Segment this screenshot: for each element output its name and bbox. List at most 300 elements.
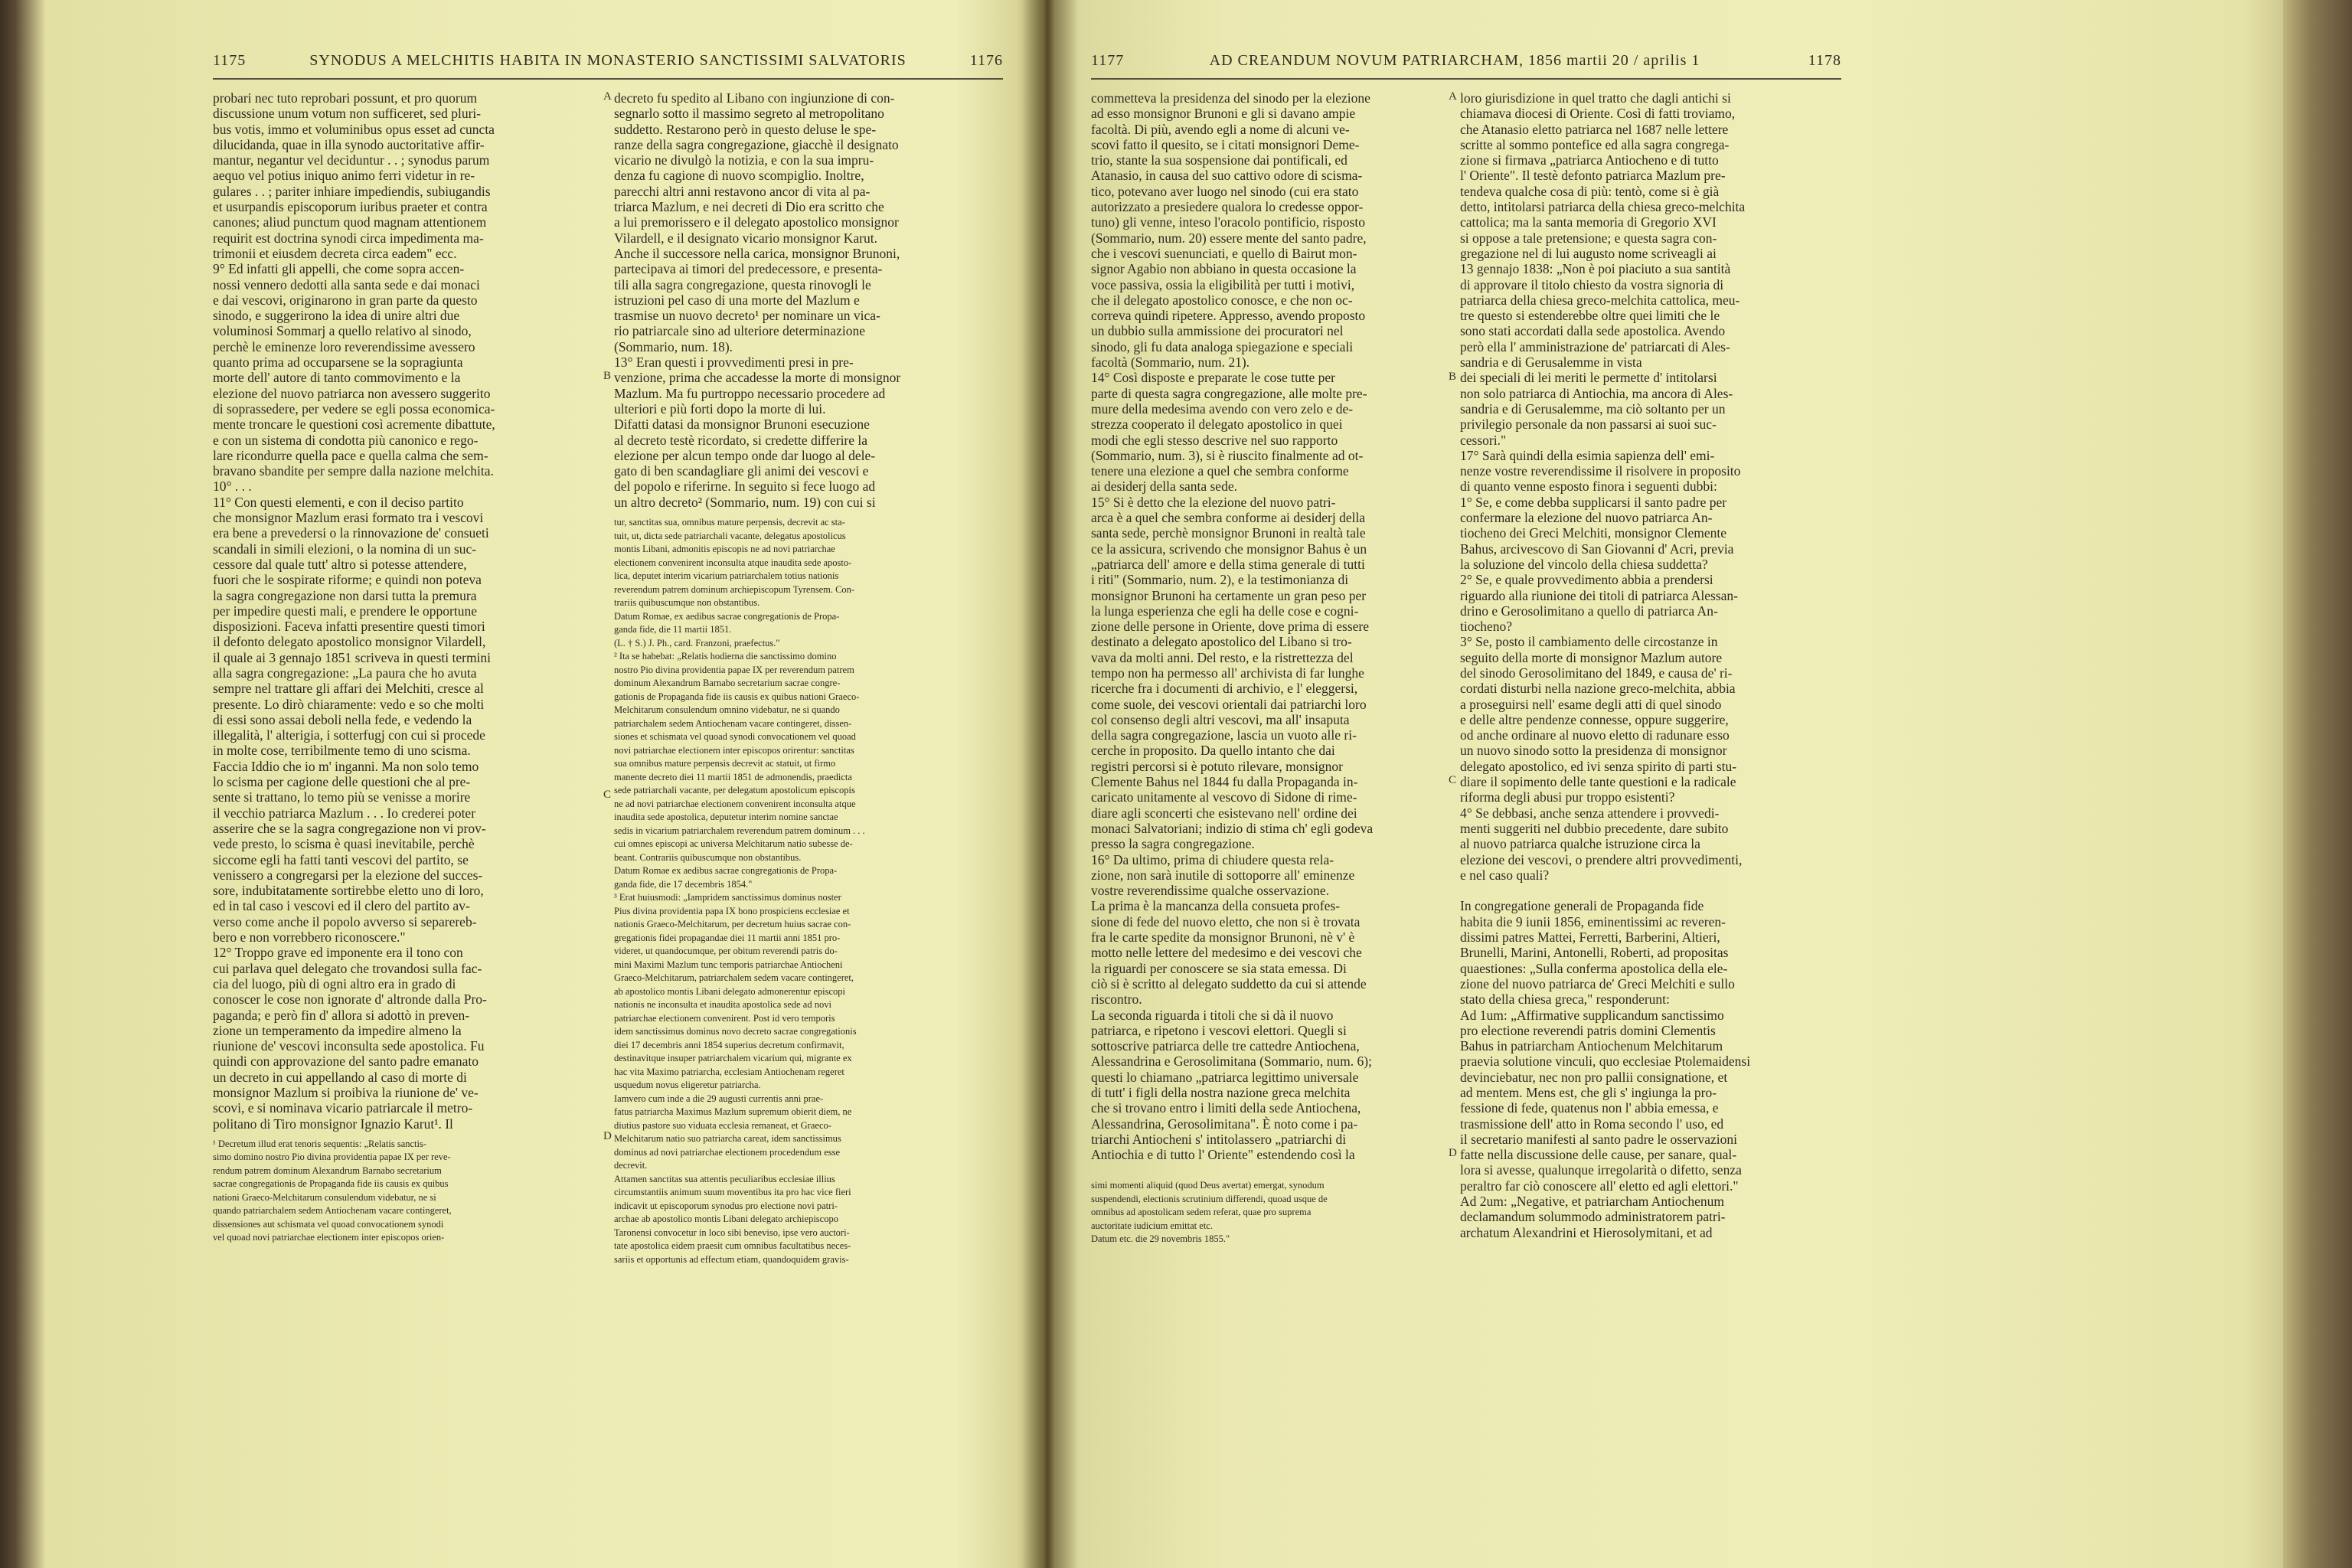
section-marker: B (1449, 371, 1457, 383)
text-line: elezione per alcun tempo onde dar luogo al dele- (614, 447, 876, 463)
footnote-line: hac vita Maximo patriarcha, ecclesiam Antiochenam regeret (614, 1066, 844, 1077)
text-line: per impedire questi mali, e prendere le opportune (213, 603, 478, 619)
text-line: era bene a prevedersi o la rinnovazione de' consueti (213, 525, 489, 541)
footnote-line: electionem convenirent inconsulta atque inaudita sede aposto- (614, 557, 852, 568)
footnote-line: cui omnes episcopi ac universa Melchitarum natio subesse de- (614, 838, 853, 850)
text-line: della sagra congregazione, lascia un vuoto alle ri- (1091, 727, 1357, 743)
text-line: Clemente Bahus nel 1844 fu dalla Propaganda in- (1091, 774, 1358, 790)
text-line: detto, intitolarsi patriarca della chiesa greco-melchita (1460, 199, 1746, 215)
text-line: in molte cose, terribilmente temo di uno scisma. (213, 743, 471, 759)
text-line: nenze vostre reverendissime il risolvere in proposito (1460, 463, 1741, 479)
text-line: 1° Se, e come debba supplicarsi il santo padre per (1460, 494, 1727, 510)
page-number: 1175 (213, 52, 247, 69)
text-line: illegalità, l' alterigia, i sotterfugj con cui si procede (213, 727, 485, 743)
text-line: aequo vel potius iniquo animo ferri videtur in re- (213, 168, 475, 184)
footnote-line: diei 17 decembris anni 1854 superius decretum confirmavit, (614, 1039, 844, 1050)
text-line: vede presto, lo scisma è quasi inevitabile, perchè (213, 836, 475, 852)
footnote-line: Datum Romae, ex aedibus sacrae congregationis de Propa- (614, 610, 840, 622)
text-line: 2° Se, e quale provvedimento abbia a prendersi (1460, 572, 1713, 588)
text-line: privilegio personale da non passarsi ai suoi suc- (1460, 416, 1717, 433)
right-page (1068, 0, 2247, 1568)
column-body (614, 90, 1003, 510)
text-line: diare agli sconcerti che esistevano nell' ordine dei (1091, 805, 1357, 821)
text-line: nossi vennero dedotti alla santa sede e dai monaci (213, 276, 480, 292)
footnote-line: (L. † S.) J. Ph., card. Franzoni, praefectus." (614, 637, 780, 648)
footnote-line: sariis et opportunis ad effectum etiam, quandoquidem gravis- (614, 1253, 849, 1265)
text-line: Atanasio, in causa del suo cattivo odore di scisma- (1091, 168, 1363, 184)
footnote-line: Graeco-Melchitarum, patriarchalem sedem vacare contingeret, (614, 972, 854, 984)
text-column (1091, 90, 1445, 1545)
text-line: che il delegato apostolico conosce, e che non oc- (1091, 292, 1353, 308)
footnote-line: ¹ Decretum illud erat tenoris sequentis: „Relatis sanctis- (213, 1138, 427, 1149)
text-line: sottoscrive patriarca delle tre cattedre Antiochena, (1091, 1038, 1360, 1054)
text-line: al decreto testè ricordato, si credette differire la (614, 432, 868, 448)
text-line: zione delle persone in Oriente, dove prima di essere (1091, 619, 1369, 635)
text-line: triarca Mazlum, e nei decreti di Dio era scritto che (614, 199, 884, 215)
text-line: un nuovo sinodo sotto la presidenza di monsignor (1460, 743, 1727, 759)
column-body (1460, 90, 1841, 1240)
text-line: delegato apostolico, ed ivi senza spirito di parti stu- (1460, 758, 1737, 774)
text-line: scritte al sommo pontefice ed alla sagra congrega- (1460, 136, 1730, 152)
text-line: arca è a quel che sembra conforme ai desiderj della (1091, 510, 1366, 526)
text-line: quaestiones: „Sulla conferma apostolica della ele- (1460, 960, 1728, 976)
text-line: strezza cooperato il delegato apostolico in quei (1091, 416, 1343, 433)
text-line: 10° . . . (213, 479, 252, 495)
column-body (213, 90, 596, 1132)
section-marker: A (603, 90, 612, 103)
footnote-line: videret, ut quandocumque, per obitum reverendi patris do- (614, 946, 838, 957)
text-line: 13 gennajo 1838: „Non è poi piaciuto a sua santità (1460, 261, 1731, 277)
text-line: scovi fatto il quesito, se i citati monsignori Deme- (1091, 136, 1360, 152)
text-line: devinciebatur, nec non pro pallii consignatione, et (1460, 1069, 1728, 1085)
text-line: di approvare il titolo chiesto da vostra signoria di (1460, 276, 1724, 292)
text-line: santa sede, perchè monsignor Brunoni in realtà tale (1091, 525, 1366, 541)
text-line: dei speciali di lei meriti le permette d' intitolarsi (1460, 370, 1717, 386)
text-line: autorizzato a presiedere qualora lo credesse oppor- (1091, 199, 1364, 215)
text-column (1460, 90, 1841, 1545)
footnote-line: quando patriarchalem sedem Antiochenam vacare contingeret, (213, 1205, 452, 1217)
text-line: loro giurisdizione in quel tratto che dagli antichi si (1460, 90, 1731, 106)
text-line: tuno) gli venne, inteso l'oracolo pontificio, risposto (1091, 214, 1365, 230)
text-line: che monsignor Mazlum erasi formato tra i vescovi (213, 510, 484, 526)
text-line: cia del luogo, più di ogni altro era in grado di (213, 975, 456, 991)
text-line: che i vescovi suenunciati, e quello di Bairut mon- (1091, 245, 1357, 261)
text-column (213, 90, 596, 1545)
section-marker: D (603, 1130, 612, 1142)
text-line: monsignor Brunoni ha certamente un gran peso per (1091, 587, 1367, 603)
text-line: i riti" (Sommario, num. 2), e la testimonianza di (1091, 572, 1349, 588)
text-line: rio patriarcale sino ad ulteriore determinazione (614, 323, 865, 339)
text-line: denza fu cagione di nuovo scompiglio. Inoltre, (614, 168, 864, 184)
text-line: zione, non sarà inutile di sottoporre all' eminenze (1091, 867, 1355, 883)
text-line: sione di fede del nuovo eletto, che non si è trovata (1091, 913, 1361, 929)
text-line: 4° Se debbasi, anche senza attendere i provvedi- (1460, 805, 1720, 821)
text-line: presso la sagra congregazione. (1091, 836, 1255, 852)
text-column (614, 90, 1003, 1545)
text-line: ai desiderj della santa sede. (1091, 479, 1237, 495)
text-line: 12° Troppo grave ed imponente era il tono con (213, 945, 463, 961)
footnote-line: patriarchalem sedem Antiochenam vacare contingeret, dissen- (614, 717, 852, 729)
text-line: registri percorsi si è potuto rilevare, monsignor (1091, 758, 1344, 774)
text-line: la soluzione del vincolo della chiesa suddetta? (1460, 556, 1708, 572)
text-line: Ad 2um: „Negative, et patriarcham Antiochenum (1460, 1194, 1725, 1210)
text-line: venissero a congregarsi per la elezione del succes- (213, 867, 483, 883)
text-line: Bahus in patriarcham Antiochenum Melchitarum (1460, 1038, 1723, 1054)
column-body (1091, 90, 1445, 1162)
text-line: discussione unum votum non sufficeret, sed pluri- (213, 106, 482, 122)
text-line: commetteva la presidenza del sinodo per la elezione (1091, 90, 1370, 106)
footnotes (213, 1138, 596, 1245)
text-line: siccome egli ha fatti tanti vescovi del partito, se (213, 851, 469, 867)
footnote-line: simi momenti aliquid (quod Deus avertat) emergat, synodum (1091, 1180, 1325, 1191)
text-line: quindi con approvazione del santo padre emanato (213, 1054, 479, 1070)
text-line: sandria e di Gerusalemme, ma ciò soltanto per un (1460, 400, 1726, 416)
text-line: La prima è la mancanza della consueta profes- (1091, 898, 1341, 914)
text-line: seguito della morte di monsignor Mazlum autore (1460, 649, 1723, 665)
text-line: stato della chiesa greca," responderunt: (1460, 991, 1670, 1008)
text-line: di soprassedere, per vedere se egli possa economica- (213, 400, 495, 416)
footnote-line: sedis in vicarium patriarchalem reverendum patrem dominum . . . (614, 825, 865, 836)
text-line: fatte nella discussione delle cause, per sanare, qual- (1460, 1147, 1737, 1163)
text-line: col consenso degli altri vescovi, ma all' insaputa (1091, 711, 1350, 727)
text-line: correva quindi ripetere. Appresso, avendo proposto (1091, 308, 1366, 324)
left-page (46, 0, 1041, 1568)
text-line: canones; aliud punctum quod magnam attentionem (213, 214, 487, 230)
text-line: disposizioni. Faceva infatti presentire questi timori (213, 619, 485, 635)
text-line: ulteriori e più forti dopo la morte di lui. (614, 400, 826, 416)
footnote-line: nationis ne inconsulta et inaudita apostolica sede ad novi (614, 999, 831, 1011)
text-line: Alessandrina, Gerosolimitana". È noto come i pa- (1091, 1116, 1358, 1132)
text-line: signor Agabio non abbiano in questa occasione la (1091, 261, 1357, 277)
text-line: istruzioni pel caso di una morte del Mazlum e (614, 292, 860, 308)
text-line: cessori." (1460, 432, 1507, 448)
text-line: sore, indubitatamente sortirebbe eletto uno di loro, (213, 883, 484, 899)
footnotes (1091, 1179, 1445, 1246)
text-line: che si trovano entro i limiti della sede Antiochena, (1091, 1100, 1361, 1116)
text-line: et usurpandis episcoporum iuribus praeter et contra (213, 199, 488, 215)
text-line: di tutt' i figli della nostra nazione greca melchita (1091, 1085, 1351, 1100)
footnote-line: diutius pastore suo viduata ecclesia remaneat, et Graeco- (614, 1119, 831, 1131)
text-line: Mazlum. Ma fu purtroppo necessario procedere ad (614, 385, 886, 401)
text-line: praevia solutione vinculi, quo ecclesiae Ptolemaidensi (1460, 1054, 1751, 1070)
footnote-line: gregationis fidei propagandae diei 11 martii anni 1851 pro- (614, 932, 841, 943)
text-line: si oppose a tale pretensione; e questa sagra con- (1460, 230, 1717, 246)
text-line: 14° Così disposte e preparate le cose tutte per (1091, 370, 1335, 386)
text-line: destinato a delegato apostolico del Libano si tro- (1091, 634, 1352, 650)
footnote-line: indicavit ut episcoporum synodus pro electione novi patri- (614, 1200, 838, 1211)
text-line: del popolo e riferirne. In seguito si fece luogo ad (614, 479, 876, 495)
text-line: voluminosi Sommarj a quello relativo al sinodo, (213, 323, 472, 339)
text-line: riscontro. (1091, 991, 1142, 1008)
text-line: diare il sopimento delle tante questioni e la radicale (1460, 774, 1736, 790)
text-line: tendeva qualche cosa di più: tentò, come si è già (1460, 183, 1720, 199)
text-line: (Sommario, num. 20) essere mente del santo padre, (1091, 230, 1367, 246)
text-line: come suole, dei vescovi orientali dai patriarchi loro (1091, 696, 1367, 712)
text-line: cui parlava quel delegato che trovandosi sulla fac- (213, 960, 482, 976)
section-marker: D (1449, 1147, 1457, 1159)
text-line: ad esso monsignor Brunoni e gli si davano ampie (1091, 106, 1356, 122)
page-number: 1178 (1808, 52, 1841, 69)
text-line: un altro decreto² (Sommario, num. 19) con cui si (614, 494, 876, 510)
running-head-left (213, 52, 1003, 80)
footnote-line: ³ Erat huiusmodi: „Iampridem sanctissimus dominus noster (614, 892, 841, 903)
text-line: fra le carte spedite da monsignor Brunoni, nè v' è (1091, 929, 1355, 946)
text-line: drino e Gerosolimitano a quello di patriarca An- (1460, 603, 1718, 619)
text-line: zione del nuovo patriarca de' Greci Melchiti e sullo (1460, 975, 1735, 991)
text-line: di essi sono assai deboli nella fede, e vedendo la (213, 711, 472, 727)
footnote-line: novi patriarchae electionem inter episcopos orirentur: sanctitas (614, 744, 854, 756)
footnote-line: ganda fide, die 11 martii 1851. (614, 624, 732, 635)
footnote-line: nationi Graeco-Melchitarum consulendum videbatur, ne si (213, 1191, 436, 1203)
footnote-line: rendum patrem dominum Alexandrum Barnabo secretarium (213, 1165, 442, 1176)
text-line: al nuovo patriarca qualche istruzione circa la (1460, 836, 1700, 852)
text-line: lo scisma per cagione delle questioni che al pre- (213, 774, 471, 790)
text-line: trimonii et eiusdem decreta circa eadem" ecc. (213, 245, 457, 261)
text-line: 17° Sarà quindi della esimia sapienza dell' emi- (1460, 447, 1715, 463)
footnote-line: montis Libani, admonitis episcopis ne ad novi patriarchae (614, 544, 835, 555)
text-line: sono stati accordati dalla sede apostolica. Avendo (1460, 323, 1726, 339)
text-line: tenere una elezione a quel che sembra conforme (1091, 463, 1349, 479)
page-number: 1176 (969, 52, 1003, 69)
footnote-line: vel quoad novi patriarchae electionem inter episcopos orien- (213, 1232, 445, 1243)
footnote-line: dissensiones aut schismata vel quoad convocationem synodi (213, 1218, 444, 1230)
text-line: cordati disturbi nella nazione greco-melchita, abbia (1460, 681, 1736, 697)
text-line: Bahus, arcivescovo di San Giovanni d' Acri, previa (1460, 541, 1734, 557)
text-line: conoscer le cose non ignorate d' altronde dalla Pro- (213, 991, 487, 1008)
footnote-line: nationis Graeco-Melchitarum, per decretum huius sacrae con- (614, 919, 851, 930)
footnote-line: lica, deputet interim vicarium patriarchalem totius nationis (614, 570, 839, 582)
footnote-line: reverendum patrem dominum archiepiscopum Tyrensem. Con- (614, 583, 855, 595)
text-line: In congregatione generali de Propaganda fide (1460, 898, 1704, 914)
text-line: trasmise un nuovo decreto¹ per nominare un vica- (614, 308, 880, 324)
text-line: il quale ai 3 gennajo 1851 scriveva in questi termini (213, 649, 492, 665)
text-line (1460, 883, 1841, 898)
footnote-line: manente decreto diei 11 martii 1851 de admonendis, praedicta (614, 771, 852, 782)
footnote-line: ne ad novi patriarchae electionem convenirent inconsulta atque (614, 798, 856, 809)
footnote-line: simo domino nostro Pio divina providentia papae IX per reve- (213, 1152, 451, 1163)
text-line: sandria e di Gerusalemme in vista (1460, 354, 1642, 371)
text-line: bero e non vorrebbero riconoscere." (213, 929, 406, 946)
text-line: tico, potevano aver luogo nel sinodo (cui era stato (1091, 183, 1359, 199)
text-line: riforma degli abusi pur troppo esistenti? (1460, 789, 1675, 805)
text-line: 9° Ed infatti gli appelli, che come sopra accen- (213, 261, 465, 277)
text-line: e delle altre pendenze connesse, oppure suggerire, (1460, 711, 1729, 727)
text-line: decreto fu spedito al Libano con ingiunzione di con- (614, 90, 895, 106)
text-line: tre questo si estenderebbe oltre quei limiti che le (1460, 308, 1720, 324)
text-line: monsignor Mazlum si proibiva la riunione de' ve- (213, 1085, 479, 1100)
text-line: chiamava diocesi di Oriente. Così di fatti troviamo, (1460, 106, 1736, 122)
text-line: tili alla sagra congregazione, questa rinovogli le (614, 276, 871, 292)
footnote-line: decrevit. (614, 1160, 648, 1171)
text-line: 11° Con questi elementi, e con il deciso partito (213, 494, 464, 510)
page-title: AD CREANDUM NOVUM PATRIARCHAM, 1856 martii 20 / aprilis 1 (1209, 52, 1700, 69)
text-line: Anche il successore nella carica, monsignor Brunoni, (614, 245, 900, 261)
text-line: facoltà. Di più, avendo egli a nome di alcuni ve- (1091, 121, 1350, 137)
text-line: riguardo alla riunione dei titoli di patriarca Alessan- (1460, 587, 1739, 603)
footnote-line: destinavitque insuper patriarchalem vicarium qui, migrante ex (614, 1053, 852, 1064)
text-line: un dubbio sulla ammissione dei procuratori nel (1091, 323, 1344, 339)
text-line: paganda; e però fin d' allora si adottò in preven- (213, 1007, 470, 1023)
text-line: e con un sistema di condotta più canonico e rego- (213, 432, 479, 448)
footnote-line: trariis quibuscumque non obstantibus. (614, 597, 760, 609)
footnote-line: circumstantiis animum suum moventibus ita pro hac vice fieri (614, 1187, 851, 1198)
text-line: sempre nel trattare gli affari dei Melchiti, cresce al (213, 681, 484, 697)
footnote-line: dominus ad novi patriarchae electionem procedendum esse (614, 1146, 841, 1158)
page-edges (2283, 0, 2352, 1568)
text-line: caricato unitamente al vescovo di Sidone di rime- (1091, 789, 1357, 805)
text-line: 3° Se, posto il cambiamento delle circostanze in (1460, 634, 1718, 650)
text-line: od anche ordinare al nuovo eletto di radunare esso (1460, 727, 1730, 743)
text-line: facoltà (Sommario, num. 21). (1091, 354, 1250, 371)
text-line: (Sommario, num. 18). (614, 338, 733, 354)
text-line: modi che egli stesso descrive nel suo rapporto (1091, 432, 1338, 448)
text-line: del sinodo Gerosolimitano del 1849, e causa de' ri- (1460, 665, 1733, 681)
text-line: vicario ne divulgò la notizia, e con la sua impru- (614, 152, 874, 168)
header-rule (1091, 78, 1841, 80)
text-line: ce la assicura, scrivendo che monsignor Bahus è un (1091, 541, 1367, 557)
text-line: mente troncare le questioni così acremente dibattute, (213, 416, 495, 433)
text-line: patriarca della chiesa greco-melchita cattolica, meu- (1460, 292, 1740, 308)
footnote-line: tate apostolica eidem praesit cum omnibus facultatibus neces- (614, 1240, 851, 1252)
section-marker: C (603, 789, 612, 801)
text-line: perchè le eminenze loro reverendissime avessero (213, 338, 475, 354)
text-line: cattolica; ma la santa memoria di Gregorio XVI (1460, 214, 1717, 230)
text-line: Faccia Iddio che io m' inganni. Ma non solo temo (213, 758, 479, 774)
section-marker: A (1449, 90, 1457, 103)
text-line: patriarca, e ripetono i vescovi elettori. Quegli si (1091, 1022, 1347, 1038)
text-line: l' Oriente". Il testè defonto patriarca Mazlum pre- (1460, 168, 1726, 184)
footnote-line: Datum etc. die 29 novembris 1855." (1091, 1233, 1230, 1245)
footnote-line: siones et schismata vel quoad synodi convocationem vel quoad (614, 731, 856, 743)
footnote-line: Melchitarum consulendum omnino videbatur, ne si quando (614, 704, 840, 716)
text-line: zione si firmava „patriarca Antiocheno e di tutto (1460, 152, 1719, 168)
text-line: ad mentem. Mens est, che gli s' ingiunga la pro- (1460, 1085, 1717, 1100)
text-line: vostre reverendissime qualche osservazione. (1091, 883, 1329, 899)
text-line: però ella l' amministrazione de' patriarcati di Ales- (1460, 338, 1730, 354)
footnote-line: sua omnibus mature perpensis decrevit ac statuit, ut firmo (614, 758, 836, 769)
text-line: mantur, negantur vel deciduntur . . ; synodus parum (213, 152, 490, 168)
footnote-line: Iamvero cum inde a die 29 augusti currentis anni prae- (614, 1093, 824, 1104)
footnote-line: suspendendi, electionis scrutinium differendi, quoad usque de (1091, 1193, 1328, 1204)
footnote-line: omnibus ad apostolicam sedem referat, quae pro suprema (1091, 1207, 1312, 1218)
text-line: 16° Da ultimo, prima di chiudere questa rela- (1091, 851, 1334, 867)
text-line: motto nelle lettere del medesimo e dei vescovi che (1091, 945, 1362, 961)
text-line: tiocheno dei Greci Melchiti, monsignor Clemente (1460, 525, 1726, 541)
text-line: parecchi altri anni restavono ancor di vita al pa- (614, 183, 871, 199)
footnote-line: idem sanctissimus dominus novo decreto sacrae congregationis (614, 1026, 857, 1037)
text-line: fuori che le sospirate riforme; e quindi non poteva (213, 572, 482, 588)
text-line: bus votis, immo et voluminibus opus esset ad cuncta (213, 121, 495, 137)
text-line: Alessandrina e Gerosolimitana (Sommario, num. 6); (1091, 1054, 1372, 1070)
text-line: gulares . . ; pariter inhiare impediendis, subiugandis (213, 183, 491, 199)
text-line: probari nec tuto reprobari possunt, et pro quorum (213, 90, 478, 106)
section-marker: C (1449, 774, 1457, 786)
text-line: „patriarca dell' amore e della stima generale di tutti (1091, 556, 1365, 572)
footnote-line: patriarchae electionem convenirent. Post id vero temporis (614, 1012, 835, 1024)
text-line: il secretario manifesti al santo padre le osservazioni (1460, 1131, 1738, 1147)
footnote-line: tuit, ut, dicta sede patriarchali vacante, delegatus apostolicus (614, 530, 846, 541)
text-line: a lui premorissero e il delegato apostolico monsignor (614, 214, 899, 230)
text-line: trasmissione dell' atto in Roma secondo l' uso, ed (1460, 1116, 1724, 1132)
text-line: alla sagra congregazione: „La paura che ho avuta (213, 665, 477, 681)
footnote-line: gationis de Propaganda fide iis causis ex quibus nationi Graeco- (614, 691, 860, 702)
text-line: elezione del nuovo patriarca non avessero suggerito (213, 385, 491, 401)
text-line: lora si avesse, qualunque irregolarità o difetto, senza (1460, 1162, 1742, 1178)
text-line: quanto prima ad occuparsene se la sopragiunta (213, 354, 463, 371)
footnote-line: ganda fide, die 17 decembris 1854." (614, 878, 753, 890)
text-line: non solo patriarca di Antiochia, ma ancora di Ales- (1460, 385, 1733, 401)
text-line: e nel caso quali? (1460, 867, 1550, 883)
text-line: scandali in simili elezioni, o la nomina di un suc- (213, 541, 477, 557)
footnote-line: tur, sanctitas sua, omnibus mature perpensis, decrevit ac sta- (614, 517, 845, 528)
text-line: il defonto delegato apostolico monsignor Vilardell, (213, 634, 486, 650)
footnote-line: usquedum novus eligeretur patriarcha. (614, 1080, 761, 1091)
text-line: scovi, e si nominava vicario patriarcale il metro- (213, 1100, 473, 1116)
footnote-line: Datum Romae ex aedibus sacrae congregationis de Propa- (614, 865, 838, 877)
text-line: lare ricondurre quella pace e quella calma che sem- (213, 447, 488, 463)
text-line: ed in tal caso i vescovi ed il clero del partito av- (213, 898, 470, 914)
page-title: SYNODUS A MELCHITIS HABITA IN MONASTERIO SANCTISSIMI SALVATORIS (309, 52, 906, 69)
text-line: elezione dei vescovi, o prendere altri provvedimenti, (1460, 851, 1743, 867)
text-line: tempo non ha permesso all' archivista di far lunghe (1091, 665, 1364, 681)
footnote-line: Pius divina providentia papa IX bono prospiciens ecclesiae et (614, 905, 850, 916)
text-line: gregazione nel di lui augusto nome scriveagli ai (1460, 245, 1717, 261)
text-line: segnarlo sotto il massimo segreto al metropolitano (614, 106, 884, 122)
footnote-line: nostro Pio divina providentia papae IX per reverendum patrem (614, 664, 854, 675)
text-line: questi lo chiamano „patriarca legittimo universale (1091, 1069, 1359, 1085)
footnote-line: mini Maximi Mazlum tunc temporis patriarchae Antiocheni (614, 959, 843, 970)
text-line: a proseguirsi nell' esame degli atti di quel sinodo (1460, 696, 1722, 712)
footnote-line: archae ab apostolico montis Libani delegato archiepiscopo (614, 1214, 838, 1225)
footnote-line: dominum Alexandrum Barnabo secretarium sacrae congre- (614, 678, 841, 689)
text-line: morte dell' autore di tanto commovimento e la (213, 370, 461, 386)
text-line: menti suggeriti nel dubbio precedente, dare subito (1460, 820, 1729, 836)
text-line: ricerche fra i documenti di archivio, e l' eleggersi, (1091, 681, 1358, 697)
text-line: sinodo, gli fu data analoga spiegazione e speciali (1091, 338, 1354, 354)
text-line: dissimi patres Mattei, Ferretti, Barberini, Altieri, (1460, 929, 1720, 946)
footnote-line: Melchitarum natio suo patriarcha careat, idem sanctissimus (614, 1133, 841, 1145)
text-line: mure della medesima avendo con vero zelo e de- (1091, 400, 1354, 416)
text-line: tiocheno? (1460, 619, 1513, 635)
footnote-line: Attamen sanctitas sua attentis peculiaribus ecclesiae illius (614, 1173, 835, 1184)
footnote-line: auctoritate iudicium emittat etc. (1091, 1220, 1213, 1231)
text-line: 15° Si è detto che la elezione del nuovo patri- (1091, 494, 1336, 510)
running-head-right (1068, 52, 1841, 80)
text-line: cessore dal quale tutt' altro si potesse attendere, (213, 556, 467, 572)
text-line: 13° Eran questi i provvedimenti presi in pre- (614, 354, 854, 371)
text-line: venzione, prima che accadesse la morte di monsignor (614, 370, 901, 386)
text-line: la sagra congregazione non darsi tutta la premura (213, 587, 477, 603)
text-line: ciò si è scritto al delegato suddetto da cui si attende (1091, 975, 1367, 991)
text-line: sente si trattano, lo temo più se venisse a morire (213, 789, 471, 805)
text-line: sinodo, e suggerirono la idea di unire altri due (213, 308, 460, 324)
text-line: la lunga esperienza che egli ha delle cose e cogni- (1091, 603, 1359, 619)
text-line: presente. Lo dirò chiaramente: vedo e so che molti (213, 696, 485, 712)
text-line: monaci Salvatoriani; indizio di stima ch' egli godeva (1091, 820, 1374, 836)
text-line: zione un temperamento da impedire almeno la (213, 1022, 462, 1038)
text-line: parte di questa sagra congregazione, alle molte pre- (1091, 385, 1367, 401)
text-line: La seconda riguarda i titoli che si dà il nuovo (1091, 1007, 1334, 1023)
text-line: dilucidanda, quae in illa synodo auctoritative affir- (213, 136, 485, 152)
text-line: vava da molti anni. Del resto, e la ristrettezza del (1091, 649, 1354, 665)
text-line: ranze della sagra congregazione, giacchè il designato (614, 136, 899, 152)
footnote-line: ab apostolico montis Libani delegato admonerentur episcopi (614, 985, 846, 997)
footnote-line: inaudita sede apostolica, deputetur interim nomine sanctae (614, 812, 838, 823)
footnote-line: sacrae congregationis de Propaganda fide iis causis ex quibus (213, 1178, 449, 1190)
footnote-line: fatus patriarcha Maximus Mazlum supremum obierit diem, ne (614, 1106, 852, 1118)
text-line: gato di ben scandagliare gli animi dei vescovi e (614, 463, 869, 479)
text-line: peraltro far ciò conoscere all' eletto ed agli elettori." (1460, 1178, 1739, 1194)
